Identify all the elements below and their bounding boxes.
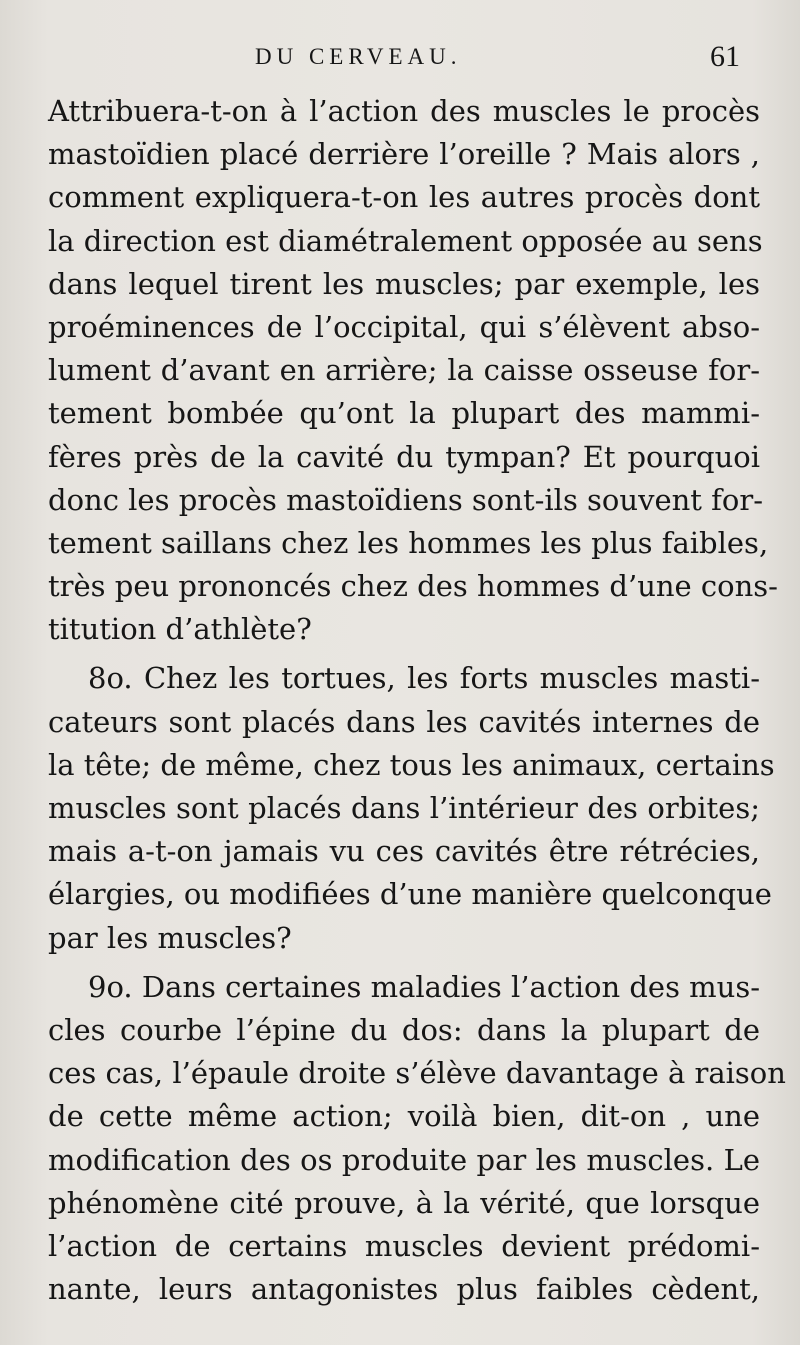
text-line: donc les procès mastoïdiens sont-ils souvent for-: [48, 482, 764, 517]
page-number: 61: [710, 40, 740, 73]
paragraph-point-8: [48, 657, 775, 959]
running-head: [50, 40, 740, 80]
text-line: élargies, ou modifiées d’une manière quelconque: [48, 877, 772, 912]
text-line: comment expliquera-t-on les autres procès dont: [48, 180, 760, 215]
text-line: nante, leurs antagonistes plus faibles cèdent,: [48, 1272, 760, 1307]
text-line: l’action de certains muscles devient prédomi-: [48, 1228, 760, 1263]
text-line: lument d’avant en arrière; la caisse osseuse for-: [48, 353, 760, 388]
running-title: DU CERVEAU.: [255, 44, 462, 69]
text-line: dans lequel tirent les muscles; par exemple, les: [48, 266, 760, 301]
text-line: de cette même action; voilà bien, dit-on , une: [48, 1099, 760, 1134]
text-line: mais a-t-on jamais vu ces cavités être rétrécies,: [48, 834, 760, 869]
text-line: proéminences de l’occipital, qui s’élèvent abso-: [48, 309, 760, 344]
body-text: [48, 90, 786, 1311]
text-line: phénomène cité prouve, à la vérité, que lorsque: [48, 1185, 760, 1220]
text-line: muscles sont placés dans l’intérieur des orbites;: [48, 791, 760, 825]
text-line: par les muscles?: [48, 920, 292, 955]
text-line: la tête; de même, chez tous les animaux, certains: [48, 747, 775, 782]
text-line: la direction est diamétralement opposée au sens: [48, 223, 763, 258]
text-line: tement saillans chez les hommes les plus faibles,: [48, 525, 769, 560]
text-line: cles courbe l’épine du dos: dans la plupart de: [48, 1012, 760, 1047]
text-line: tement bombée qu’ont la plupart des mammi-: [48, 396, 760, 431]
text-line: fères près de la cavité du tympan? Et pourquoi: [48, 439, 760, 474]
text-line: Attribuera-t-on à l’action des muscles le procès: [48, 94, 760, 128]
text-line: mastoïdien placé derrière l’oreille ? Mais alors ,: [48, 137, 760, 172]
text-line: très peu prononcés chez des hommes d’une cons-: [48, 569, 778, 604]
text-line: modification des os produite par les muscles. Le: [48, 1142, 760, 1177]
text-line: cateurs sont placés dans les cavités internes de: [48, 704, 760, 739]
text-line: ces cas, l’épaule droite s’élève davantage à raison: [48, 1056, 786, 1091]
text-line: 8o. Chez les tortues, les forts muscles masti-: [88, 661, 760, 696]
paragraph-continuation: [48, 90, 778, 651]
text-line: titution d’athlète?: [48, 612, 312, 647]
text-line: 9o. Dans certaines maladies l’action des mus-: [88, 969, 761, 1004]
paragraph-point-9: [48, 966, 786, 1312]
